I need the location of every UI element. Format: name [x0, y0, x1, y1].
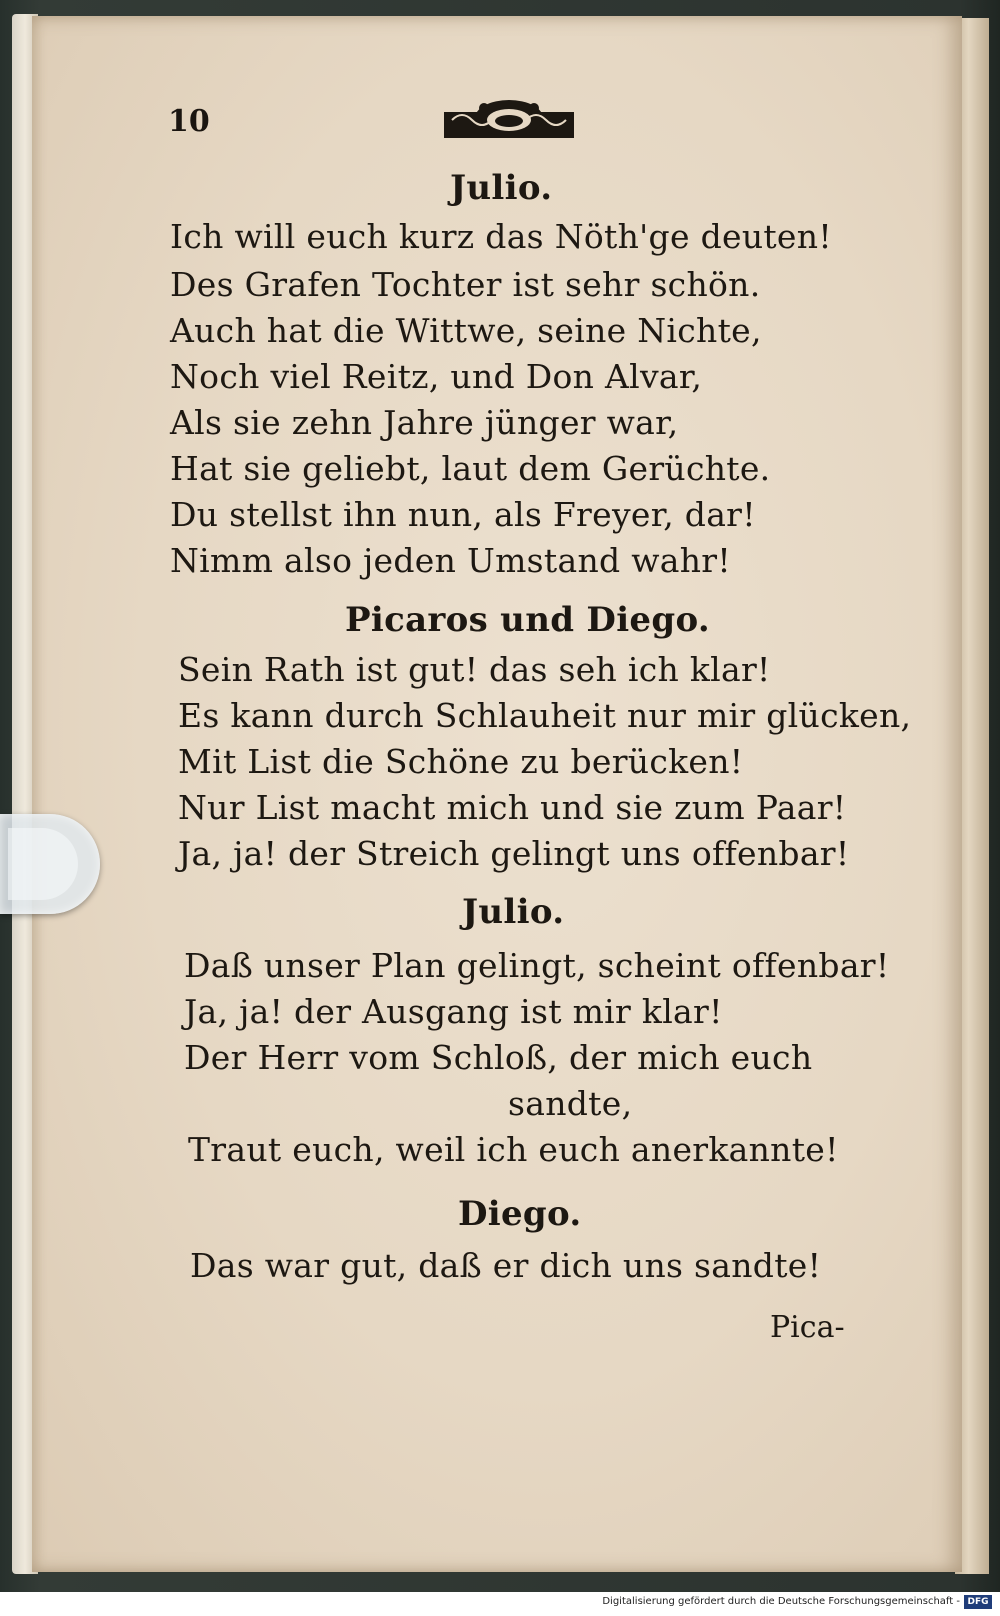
verse-line: Traut euch, weil ich euch anerkannte! [188, 1130, 839, 1169]
verse-line: Es kann durch Schlauheit nur mir glücken, [178, 696, 912, 735]
digitization-credit: Digitalisierung gefördert durch die Deutsche Forschungsgemeinschaft - [602, 1596, 960, 1607]
verse-line: Ich will euch kurz das Nöth'ge deuten! [170, 217, 832, 256]
clip-highlight [8, 828, 78, 900]
verse-line: Als sie zehn Jahre jünger war, [170, 403, 679, 442]
page-number: 10 [168, 104, 210, 139]
speaker-heading: Julio. [462, 892, 565, 932]
verse-line: Du stellst ihn nun, als Freyer, dar! [170, 495, 756, 534]
dfg-logo: DFG [964, 1595, 992, 1609]
plastic-page-clip [0, 814, 100, 914]
verse-line: Das war gut, daß er dich uns sandte! [190, 1246, 822, 1285]
verse-line: Sein Rath ist gut! das seh ich klar! [178, 650, 771, 689]
speaker-heading: Diego. [458, 1194, 582, 1234]
verse-line: Ja, ja! der Streich gelingt uns offenbar! [178, 834, 850, 873]
verse-line: Ja, ja! der Ausgang ist mir klar! [184, 992, 723, 1031]
verse-line: Auch hat die Wittwe, seine Nichte, [170, 311, 762, 350]
verse-line: sandte, [508, 1084, 633, 1123]
verse-line: Hat sie geliebt, laut dem Gerüchte. [170, 449, 771, 488]
verse-line: Mit List die Schöne zu berücken! [178, 742, 744, 781]
verse-line: Nur List macht mich und sie zum Paar! [178, 788, 847, 827]
verse-line: Des Grafen Tochter ist sehr schön. [170, 265, 761, 304]
verse-line: Daß unser Plan gelingt, scheint offenbar! [184, 946, 890, 985]
speaker-heading: Julio. [450, 168, 553, 208]
ornament-vignette-icon [444, 98, 574, 144]
catchword: Pica- [770, 1310, 845, 1345]
speaker-heading: Picaros und Diego. [345, 600, 710, 640]
verse-line: Der Herr vom Schloß, der mich euch [184, 1038, 813, 1077]
verse-line: Nimm also jeden Umstand wahr! [170, 541, 731, 580]
verse-line: Noch viel Reitz, und Don Alvar, [170, 357, 703, 396]
